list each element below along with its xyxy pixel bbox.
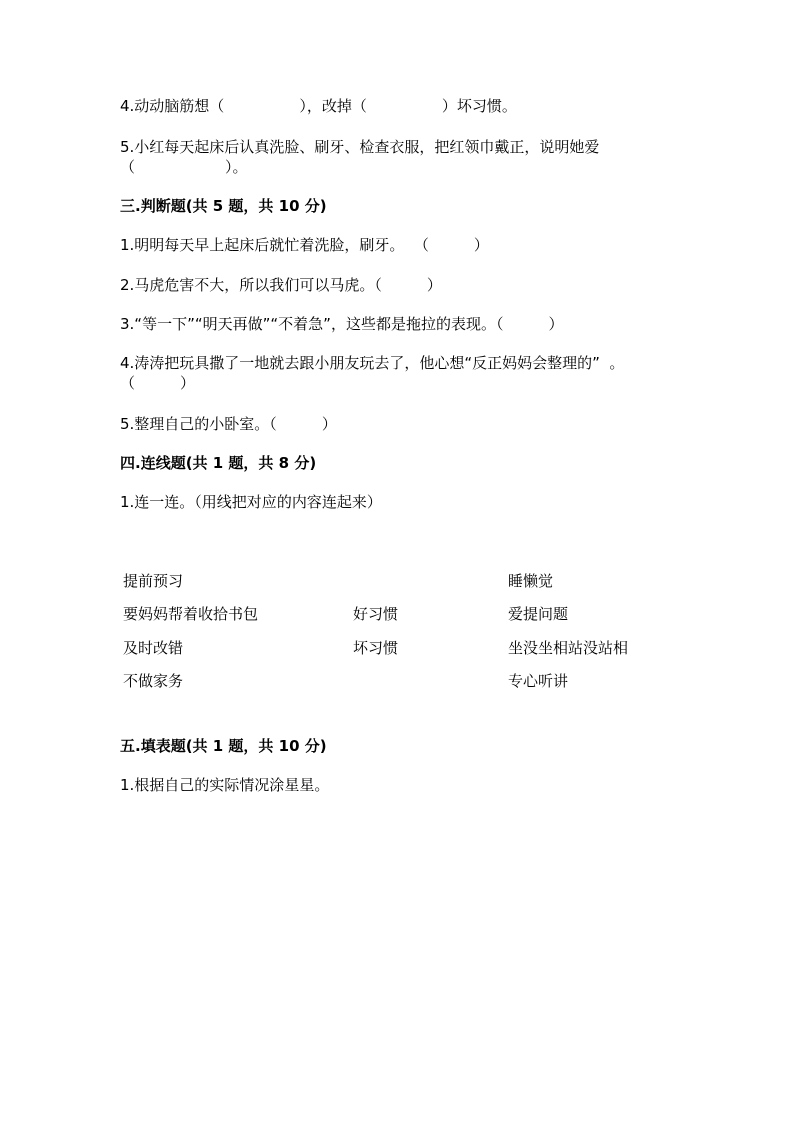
fill-question-4: 4.动动脑筋想（ ），改掉（ ）坏习惯。 (120, 97, 517, 115)
match-left-item[interactable]: 不做家务 (123, 672, 184, 690)
match-middle-item[interactable]: 坏习惯 (353, 639, 399, 657)
match-right-item[interactable]: 爱提问题 (508, 605, 569, 623)
match-middle-item[interactable]: 好习惯 (353, 605, 399, 623)
match-left-item[interactable]: 及时改错 (123, 639, 184, 657)
judge-question-4-line2: （ ） (120, 374, 196, 392)
judge-question-1: 1.明明每天早上起床后就忙着洗脸，刷牙。 （ ） (120, 236, 489, 254)
table-question-1: 1.根据自己的实际情况涂星星。 (120, 776, 330, 794)
matching-section-heading: 四.连线题(共 1 题，共 8 分) (120, 454, 317, 472)
judge-section-heading: 三.判断题(共 5 题，共 10 分) (120, 197, 327, 215)
table-section-heading: 五.填表题(共 1 题，共 10 分) (120, 737, 327, 755)
match-right-item[interactable]: 坐没坐相站没站相 (508, 639, 629, 657)
judge-question-2: 2.马虎危害不大，所以我们可以马虎。（ ） (120, 276, 442, 294)
judge-question-5: 5.整理自己的小卧室。（ ） (120, 415, 337, 433)
match-right-item[interactable]: 专心听讲 (508, 672, 569, 690)
fill-question-5-line1: 5.小红每天起床后认真洗脸、刷牙、检查衣服，把红领巾戴正，说明她爱 (120, 138, 600, 156)
matching-question-1: 1.连一连。（用线把对应的内容连起来） (120, 493, 382, 511)
fill-question-5-line2: （ ）。 (120, 158, 248, 176)
match-right-item[interactable]: 睡懒觉 (508, 572, 554, 590)
match-left-item[interactable]: 要妈妈帮着收拾书包 (123, 605, 259, 623)
judge-question-3: 3.“等一下”“明天再做”“不着急”，这些都是拖拉的表现。（ ） (120, 315, 564, 333)
judge-question-4-line1: 4.涛涛把玩具撒了一地就去跟小朋友玩去了，他心想“反正妈妈会整理的” 。 (120, 354, 625, 372)
match-left-item[interactable]: 提前预习 (123, 572, 184, 590)
